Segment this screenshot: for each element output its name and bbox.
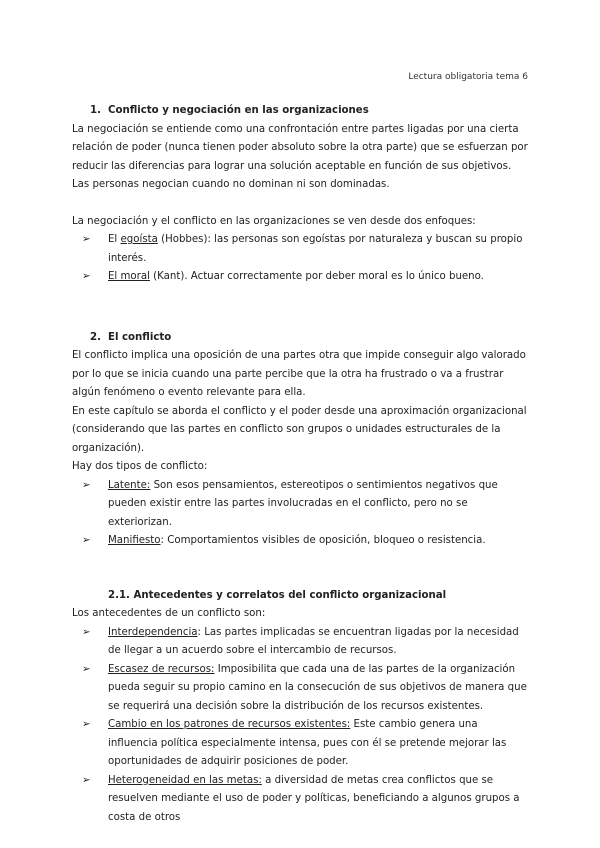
arrow-bullet-icon: ➢ bbox=[82, 479, 91, 491]
list-item: ➢ Interdependencia: Las partes implicadas se encuentran ligadas por la necesidad de llegar a un acuerdo sobre el intercambio de recursos. bbox=[72, 624, 528, 661]
paragraph: La negociación se entiende como una confrontación entre partes ligadas por una cierta relación de poder (nunca tienen poder absoluto sobre la otra parte) que se esfuerzan por reducir las diferencias para lograr una solución aceptable en función de sus objetivos. bbox=[72, 123, 528, 172]
section-number: 2.1. bbox=[108, 589, 130, 601]
paragraph: La negociación y el conflicto en las organizaciones se ven desde dos enfoques: bbox=[72, 215, 476, 227]
section-title: El conflicto bbox=[108, 331, 172, 343]
arrow-bullet-icon: ➢ bbox=[82, 719, 91, 730]
list-item: ➢ Cambio en los patrones de recursos existentes: Este cambio genera una influencia política especialmente intensa, pues con él se pretende mejorar las oportunidades de adquirir posiciones de poder. bbox=[72, 716, 528, 772]
section-1-heading bbox=[72, 102, 528, 121]
bullet-list bbox=[72, 624, 528, 828]
list-item: ➢ Latente: Son esos pensamientos, estereotipos o sentimientos negativos que pueden existir entre las partes involucradas en el conflicto, pero no se exteriorizan. bbox=[72, 477, 528, 533]
arrow-bullet-icon: ➢ bbox=[82, 626, 91, 638]
underlined-term: Cambio en los patrones de recursos existentes: bbox=[108, 719, 351, 730]
list-item: ➢ El moral (Kant). Actuar correctamente por deber moral es lo único bueno. bbox=[72, 268, 528, 287]
paragraph: Hay dos tipos de conflicto: bbox=[72, 461, 208, 472]
section-title: Conflicto y negociación en las organizaciones bbox=[108, 105, 369, 116]
section-number: 2. bbox=[90, 331, 101, 343]
paragraph: En este capítulo se aborda el conflicto y el poder desde una aproximación organizacional (considerando que las partes en conflicto son grupos o unidades estructurales de la organización). bbox=[72, 405, 527, 454]
underlined-term: egoísta bbox=[120, 234, 158, 245]
underlined-term: Latente: bbox=[108, 479, 151, 491]
section-2-heading bbox=[72, 329, 528, 348]
underlined-term: El moral bbox=[108, 271, 150, 282]
section-number: 1. bbox=[90, 105, 101, 116]
arrow-bullet-icon: ➢ bbox=[82, 271, 91, 282]
list-item: ➢ Heterogeneidad en las metas: a diversidad de metas crea conflictos que se resuelven mediante el uso de poder y políticas, beneficiando a algunos grupos a costa de otros bbox=[72, 772, 528, 828]
bullet-list bbox=[72, 231, 528, 287]
document-body bbox=[72, 96, 528, 827]
list-item: ➢ Manifiesto: Comportamientos visibles de oposición, bloqueo o resistencia. bbox=[72, 532, 528, 551]
underlined-term: Escasez de recursos: bbox=[108, 663, 215, 675]
list-item: ➢ El egoísta (Hobbes): las personas son egoístas por naturaleza y buscan su propio interés. bbox=[72, 231, 528, 268]
paragraph: Los antecedentes de un conflicto son: bbox=[72, 608, 266, 619]
paragraph: Las personas negocian cuando no dominan ni son dominadas. bbox=[72, 179, 390, 190]
arrow-bullet-icon: ➢ bbox=[82, 663, 91, 675]
underlined-term: Heterogeneidad en las metas: bbox=[108, 774, 262, 786]
underlined-term: Interdependencia bbox=[108, 626, 198, 638]
arrow-bullet-icon: ➢ bbox=[82, 774, 91, 786]
arrow-bullet-icon: ➢ bbox=[82, 234, 91, 245]
list-item: ➢ Escasez de recursos: Imposibilita que cada una de las partes de la organización pueda seguir su propio camino en la consecución de sus objetivos de manera que se requerirá una decisión sobre la distribución de los recursos existentes. bbox=[72, 661, 528, 717]
bullet-list bbox=[72, 477, 528, 551]
arrow-bullet-icon: ➢ bbox=[82, 535, 91, 546]
running-header: Lectura obligatoria tema 6 bbox=[408, 72, 528, 82]
section-2-1-heading bbox=[72, 587, 528, 606]
underlined-term: Manifiesto bbox=[108, 535, 161, 546]
section-title: Antecedentes y correlatos del conflicto organizacional bbox=[133, 589, 447, 601]
paragraph: El conflicto implica una oposición de una partes otra que impide conseguir algo valorado por lo que se inicia cuando una parte percibe que la otra ha frustrado o va a frustrar algún fenómeno o evento relevante para ella. bbox=[72, 350, 526, 398]
